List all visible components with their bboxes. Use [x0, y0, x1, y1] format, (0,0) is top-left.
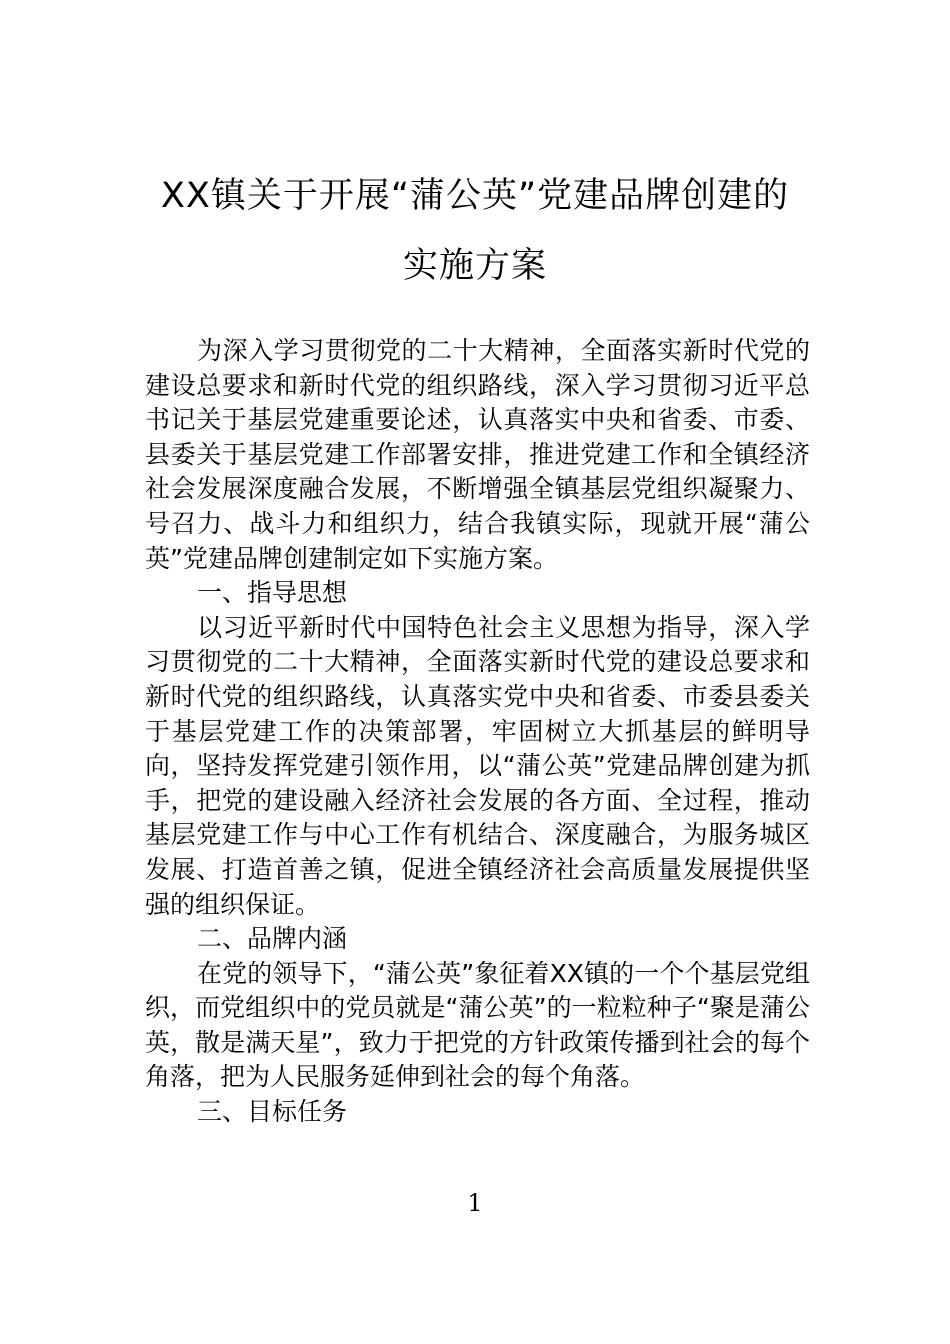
section-body-guiding-ideology: 以习近平新时代中国特色社会主义思想为指导，深入学习贯彻党的二十大精神，全面落实新时代党的建设总要求和新时代党的组织路线，认真落实党中央和省委、市委县委关于基层党建工作的决策部署，牢固树立大抓基层的鲜明导向，坚持发挥党建引领作用，以“蒲公英”党建品牌创建为抓手，把党的建设融入经济社会发展的各方面、全过程，推动基层党建工作与中心工作有机结合、深度融合，为服务城区发展、打造首善之镇，促进全镇经济社会高质量发展提供坚强的组织保证。: [145, 612, 810, 919]
document-title-line-2: 实施方案: [402, 246, 547, 286]
page-number: 1: [467, 1189, 483, 1217]
section-heading-goals-tasks: 三、目标任务: [197, 1097, 348, 1127]
section-heading-guiding-ideology: 一、指导思想: [197, 578, 348, 608]
section-body-brand-connotation: 在党的领导下，“蒲公英”象征着XX镇的一个个基层党组织，而党组织中的党员就是“蒲公英”的一粒粒种子“聚是蒲公英，散是满天星”，致力于把党的方针政策传播到社会的每个角落，把为人民服务延伸到社会的每个角落。: [145, 958, 810, 1092]
document-title-line-1: XX镇关于开展“蒲公英”党建品牌创建的: [160, 176, 790, 216]
intro-paragraph: 为深入学习贯彻党的二十大精神，全面落实新时代党的建设总要求和新时代党的组织路线，深入学习贯彻习近平总书记关于基层党建重要论述，认真落实中央和省委、市委、县委关于基层党建工作部署安排，推进党建工作和全镇经济社会发展深度融合发展，不断增强全镇基层党组织凝聚力、号召力、战斗力和组织力，结合我镇实际，现就开展“蒲公英”党建品牌创建制定如下实施方案。: [145, 336, 810, 573]
section-heading-brand-connotation: 二、品牌内涵: [197, 924, 348, 954]
document-body: [145, 334, 810, 1130]
